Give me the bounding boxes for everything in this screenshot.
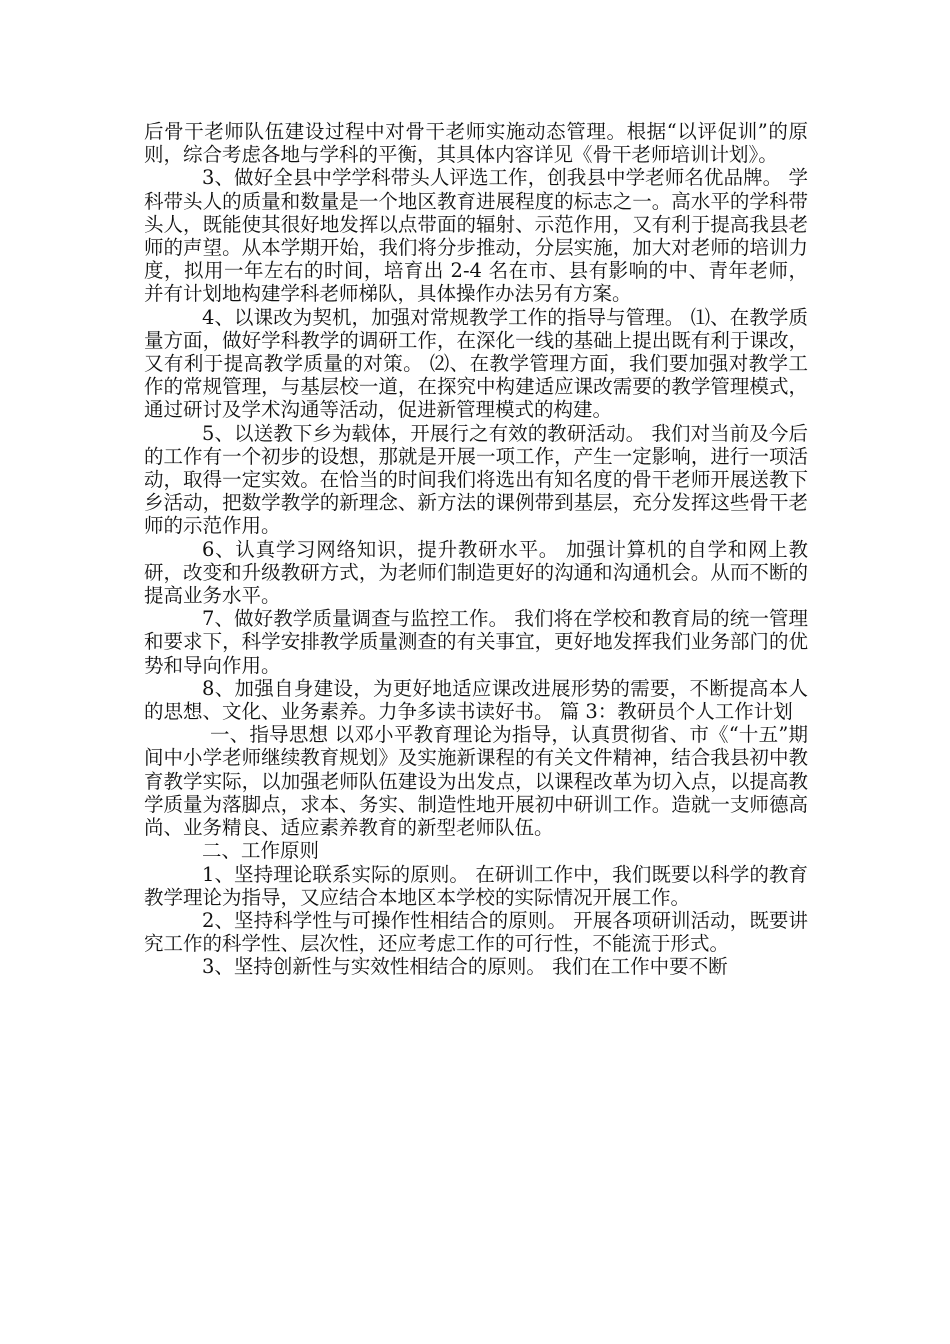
paragraph-item-5-rural-teaching: 5、以送教下乡为载体，开展行之有效的教研活动。 我们对当前及今后的工作有一个初步的设想，那就是开展一项工作，产生一定影响，进行一项活动，取得一定实效。在恰当的时间我们将选出有知名度的骨干老师开展送教下乡活动，把数学教学的新理念、新方法的课例带到基层，充分发挥这些骨干老师的示范作用。 <box>144 421 808 538</box>
paragraph-item-7-quality-monitoring: 7、做好教学质量调查与监控工作。 我们将在学校和教育局的统一管理和要求下，科学安排教学质量测查的有关事宜，更好地发挥我们业务部门的优势和导向作用。 <box>144 607 808 677</box>
paragraph-item-4-curriculum-reform: 4、以课改为契机，加强对常规教学工作的指导与管理。 ⑴、在教学质量方面，做好学科教学的调研工作，在深化一线的基础上提出既有利于课改，又有利于提高教学质量的对策。 ⑵、在教学管理方面，我们要加强对教学工作的常规管理，与基层校一道，在探究中构建适应课改需要的教学管理模式，通过研讨及学术沟通等活动，促进新管理模式的构建。 <box>144 305 808 422</box>
paragraph-item-6-network-learning: 6、认真学习网络知识，提升教研水平。 加强计算机的自学和网上教研，改变和升级教研方式，为老师们制造更好的沟通和沟通机会。从而不断的提高业务水平。 <box>144 537 808 608</box>
document-page <box>144 120 808 979</box>
section-heading-work-principles: 二、工作原则 <box>202 839 320 863</box>
paragraph-principle-2: 2、坚持科学性与可操作性相结合的原则。 开展各项研训活动，既要讲究工作的科学性、层次性，还应考虑工作的可行性，不能流于形式。 <box>144 908 808 956</box>
paragraph-principle-1: 1、坚持理论联系实际的原则。 在研训工作中，我们既要以科学的教育教学理论为指导，又应结合本地区本学校的实际情况开展工作。 <box>144 862 808 909</box>
paragraph-item-3-subject-leaders: 3、做好全县中学学科带头人评选工作，创我县中学老师名优品牌。 学科带头人的质量和数量是一个地区教育进展程度的标志之一。高水平的学科带头人，既能使其很好地发挥以点带面的辐射、示范作用，又有利于提高我县老师的声望。从本学期开始，我们将分步推动，分层实施，加大对老师的培训力度，拟用一年左右的时间，培育出 2-4 名在市、县有影响的中、青年老师，并有计划地构建学科老师梯队，具体操作办法另有方案。 <box>144 166 808 306</box>
section-heading-guiding-ideology: 一、指导思想 以邓小平教育理论为指导，认真贯彻省、市《“十五”期间中小学老师继续教育规划》及实施新课程的有关文件精神，结合我县初中教育教学实际，以加强老师队伍建设为出发点，以课程改革为切入点，以提高教学质量为落脚点，求本、务实、制造性地开展初中研训工作。造就一支师德高尚、业务精良、适应素养教育的新型老师队伍。 <box>144 723 808 840</box>
paragraph-backbone-teacher-continuation: 后骨干老师队伍建设过程中对骨干老师实施动态管理。根据“以评促训”的原则，综合考虑各地与学科的平衡，其具体内容详见《骨干老师培训计划》。 <box>144 120 808 167</box>
paragraph-item-8-self-building: 8、加强自身建设，为更好地适应课改进展形势的需要，不断提高本人的思想、文化、业务素养。力争多读书读好书。 篇 3：教研员个人工作计划 <box>144 676 808 724</box>
paragraph-principle-3: 3、坚持创新性与实效性相结合的原则。 我们在工作中要不断 <box>202 955 728 979</box>
